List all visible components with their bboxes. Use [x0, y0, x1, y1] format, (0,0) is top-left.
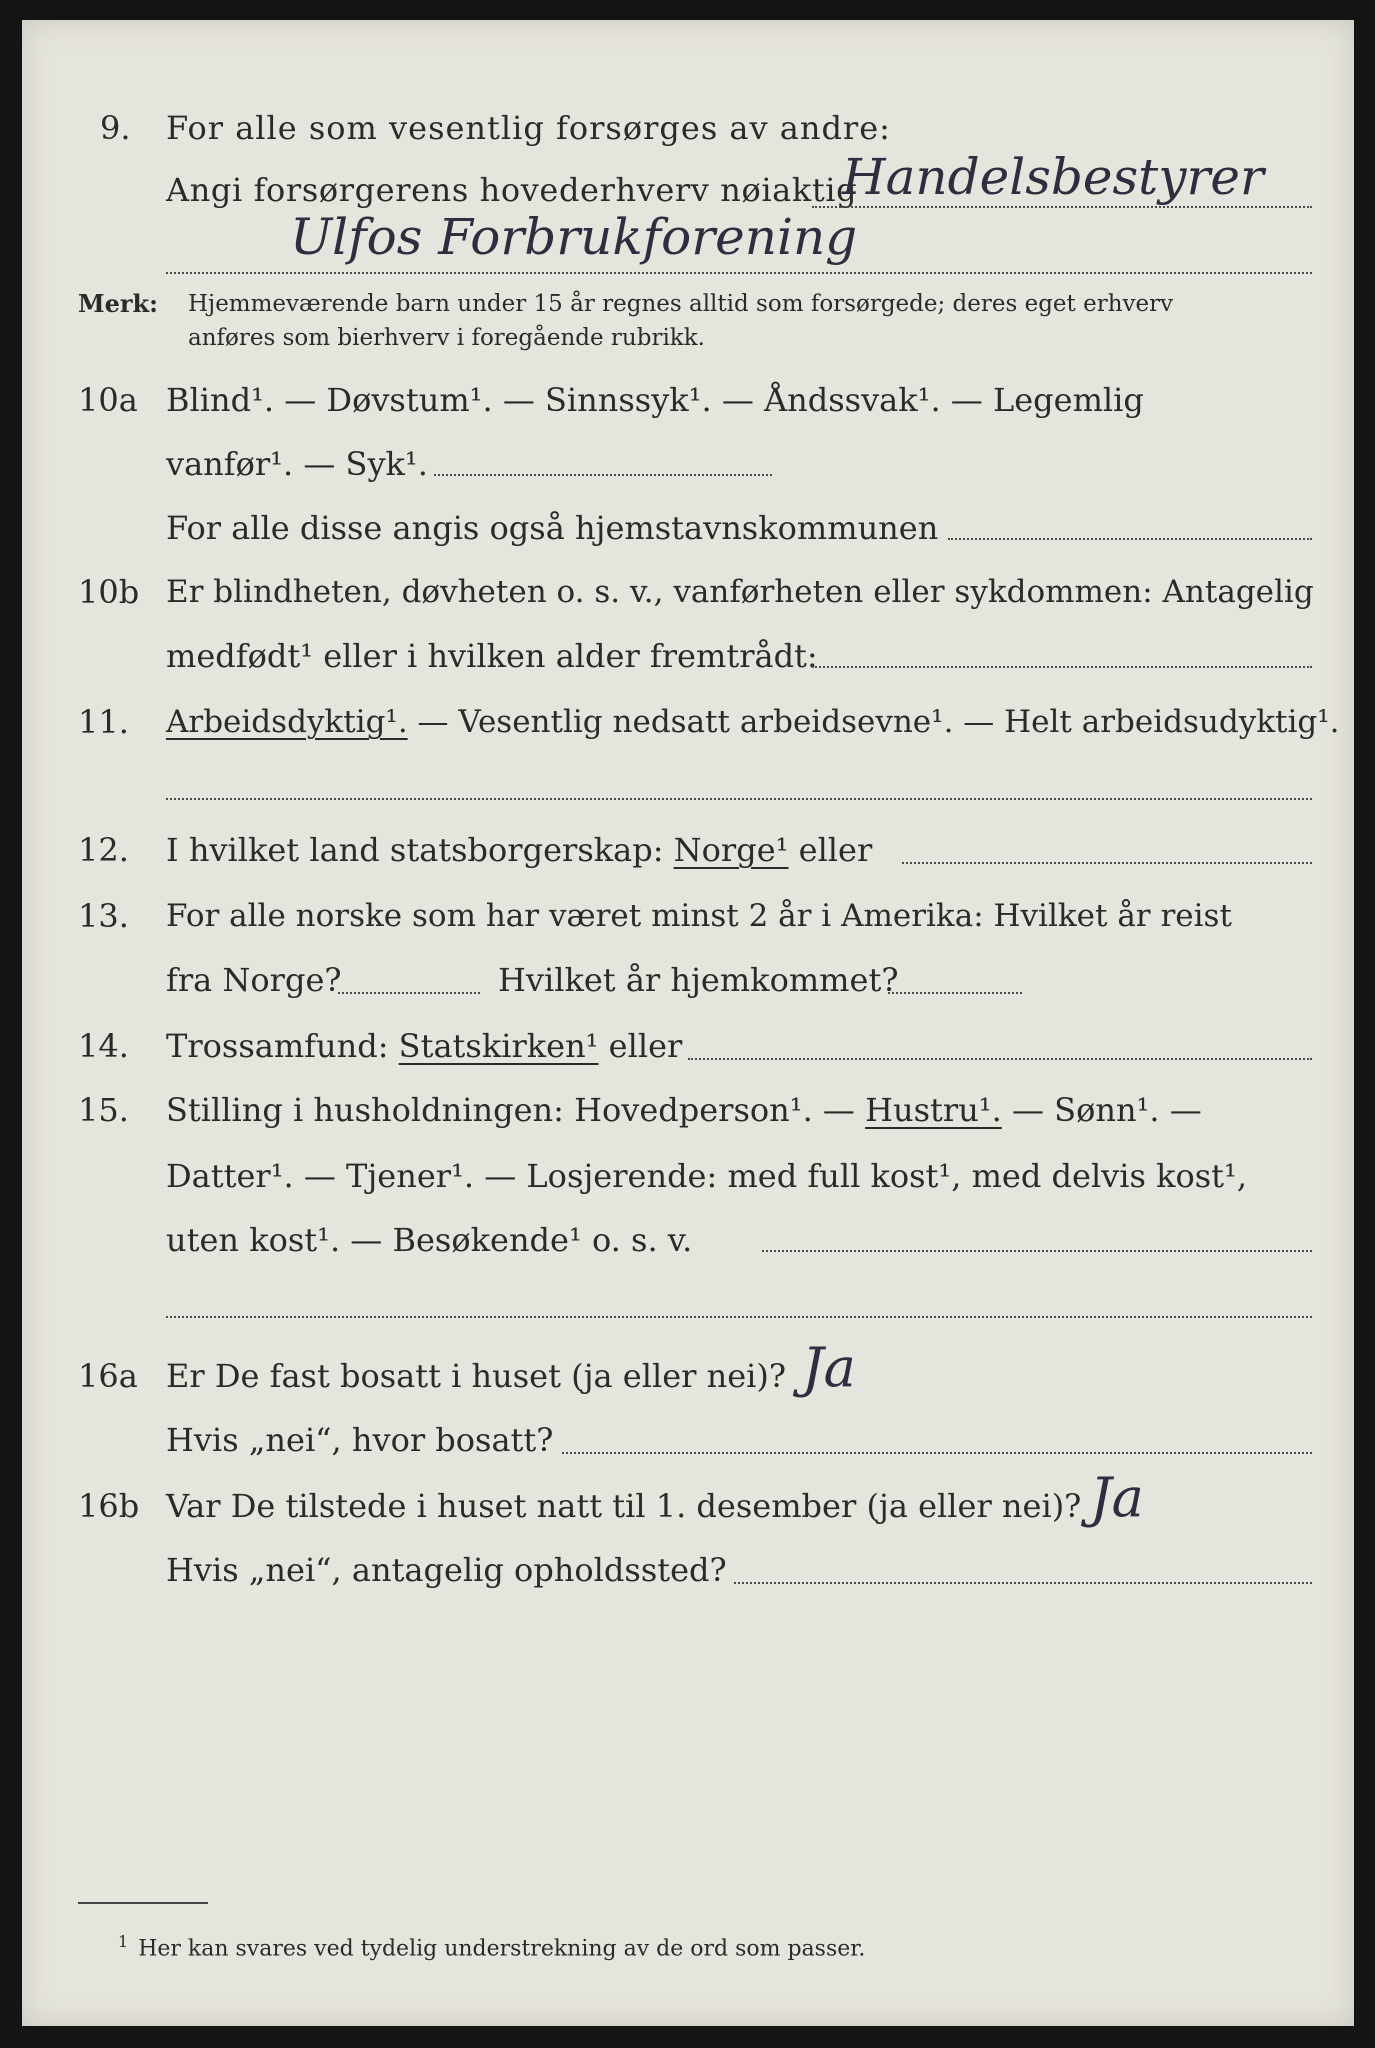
- footnote-rule: [78, 1902, 208, 1904]
- q9-number: 9.: [100, 109, 131, 147]
- q12-number: 12.: [78, 831, 129, 869]
- q10b-number: 10b: [78, 573, 140, 611]
- q9-answer-line2: [166, 272, 1312, 274]
- footnote: [118, 1928, 865, 1963]
- q11-line: [166, 702, 1340, 742]
- q10a-syk-line: [434, 474, 772, 476]
- q11-number: 11.: [78, 703, 129, 741]
- q14-answer-line: [688, 1058, 1312, 1060]
- q15-line1: [166, 1090, 1202, 1130]
- q16a-handwritten-answer: Ja: [802, 1336, 856, 1399]
- q10b-line2: medfødt¹ eller i hvilken alder fremtrådt:: [166, 637, 818, 675]
- q10a-municipality-line: [948, 538, 1312, 540]
- census-form-page: [22, 20, 1354, 2026]
- q15-line2: Datter¹. — Tjener¹. — Losjerende: med full kost¹, med delvis kost¹,: [166, 1157, 1248, 1195]
- q16a-number: 16a: [78, 1357, 138, 1395]
- q15-line1-pre: Stilling i husholdningen: Hovedperson¹. —: [166, 1091, 866, 1129]
- q13-emigrated-year-line: [338, 992, 480, 994]
- q13-returned-year-line: [888, 992, 1022, 994]
- merk-label: Merk:: [78, 289, 158, 318]
- q11-answer-line: [166, 798, 1312, 800]
- q10a-line1: Blind¹. — Døvstum¹. — Sinnssyk¹. — Åndssvak¹. — Legemlig: [166, 381, 1144, 419]
- q12-line: [166, 830, 872, 870]
- q9-handwritten-answer-2: Ulfos Forbrukforening: [290, 208, 858, 266]
- footnote-text: Her kan svares ved tydelig understrekning av de ord som passer.: [138, 1936, 866, 1962]
- q14-line: [166, 1026, 682, 1066]
- q10a-number: 10a: [78, 381, 138, 419]
- q9-answer-line1: [812, 206, 1312, 208]
- q16b-number: 16b: [78, 1487, 140, 1525]
- q13-number: 13.: [78, 897, 129, 935]
- q16a-line1: Er De fast bosatt i huset (ja eller nei)?: [166, 1357, 787, 1395]
- q15-option-hustru: Hustru¹.: [865, 1091, 1002, 1129]
- q13-line1: For alle norske som har været minst 2 år i Amerika: Hvilket år reist: [166, 898, 1232, 934]
- q12-text: I hvilket land statsborgerskap:: [166, 831, 674, 869]
- q16b-handwritten-answer: Ja: [1090, 1466, 1144, 1529]
- q10b-line1: Er blindheten, døvheten o. s. v., vanførheten eller sykdommen: Antagelig: [166, 574, 1314, 610]
- q12-answer-line: [902, 862, 1312, 864]
- q12-option-norge: Norge¹: [673, 831, 789, 869]
- q9-line1: For alle som vesentlig forsørges av andre:: [166, 109, 891, 147]
- q12-post: eller: [788, 831, 873, 869]
- q16a-answer-line: [562, 1452, 1312, 1454]
- footnote-mark: 1: [118, 1932, 129, 1951]
- q10a-line2: vanfør¹. — Syk¹.: [166, 445, 428, 483]
- q16b-answer-line: [734, 1582, 1312, 1584]
- q15-number: 15.: [78, 1091, 129, 1129]
- q15-extra-line: [166, 1316, 1312, 1318]
- q15-answer-line: [762, 1250, 1312, 1252]
- q11-option-arbeidsdyktig: Arbeidsdyktig¹.: [166, 704, 408, 740]
- q13-line2b: Hvilket år hjemkommet?: [498, 961, 899, 999]
- q9-line2: Angi forsørgerens hovederhverv nøiaktig: [166, 171, 858, 209]
- q16b-line1: Var De tilstede i huset natt til 1. desember (ja eller nei)?: [166, 1487, 1082, 1525]
- merk-line1: Hjemmeværende barn under 15 år regnes alltid som forsørgede; deres eget erhverv: [188, 291, 1174, 317]
- q10a-line3: For alle disse angis også hjemstavnskommunen: [166, 509, 939, 547]
- q13-line2a: fra Norge?: [166, 961, 342, 999]
- q15-line1-post: — Sønn¹. —: [1001, 1091, 1202, 1129]
- merk-line2: anføres som bierhverv i foregående rubrikk.: [188, 325, 705, 351]
- q9-handwritten-answer: Handelsbestyrer: [842, 148, 1264, 206]
- q11-rest: — Vesentlig nedsatt arbeidsevne¹. — Helt arbeidsudyktig¹.: [407, 704, 1340, 740]
- q10b-answer-line: [812, 666, 1312, 668]
- q14-post: eller: [598, 1027, 683, 1065]
- q14-number: 14.: [78, 1027, 129, 1065]
- q14-option-statskirken: Statskirken¹: [398, 1027, 599, 1065]
- q14-text: Trossamfund:: [166, 1027, 399, 1065]
- q16a-line2: Hvis „nei“, hvor bosatt?: [166, 1421, 554, 1459]
- q16b-line2: Hvis „nei“, antagelig opholdssted?: [166, 1551, 727, 1589]
- q15-line3: uten kost¹. — Besøkende¹ o. s. v.: [166, 1221, 693, 1259]
